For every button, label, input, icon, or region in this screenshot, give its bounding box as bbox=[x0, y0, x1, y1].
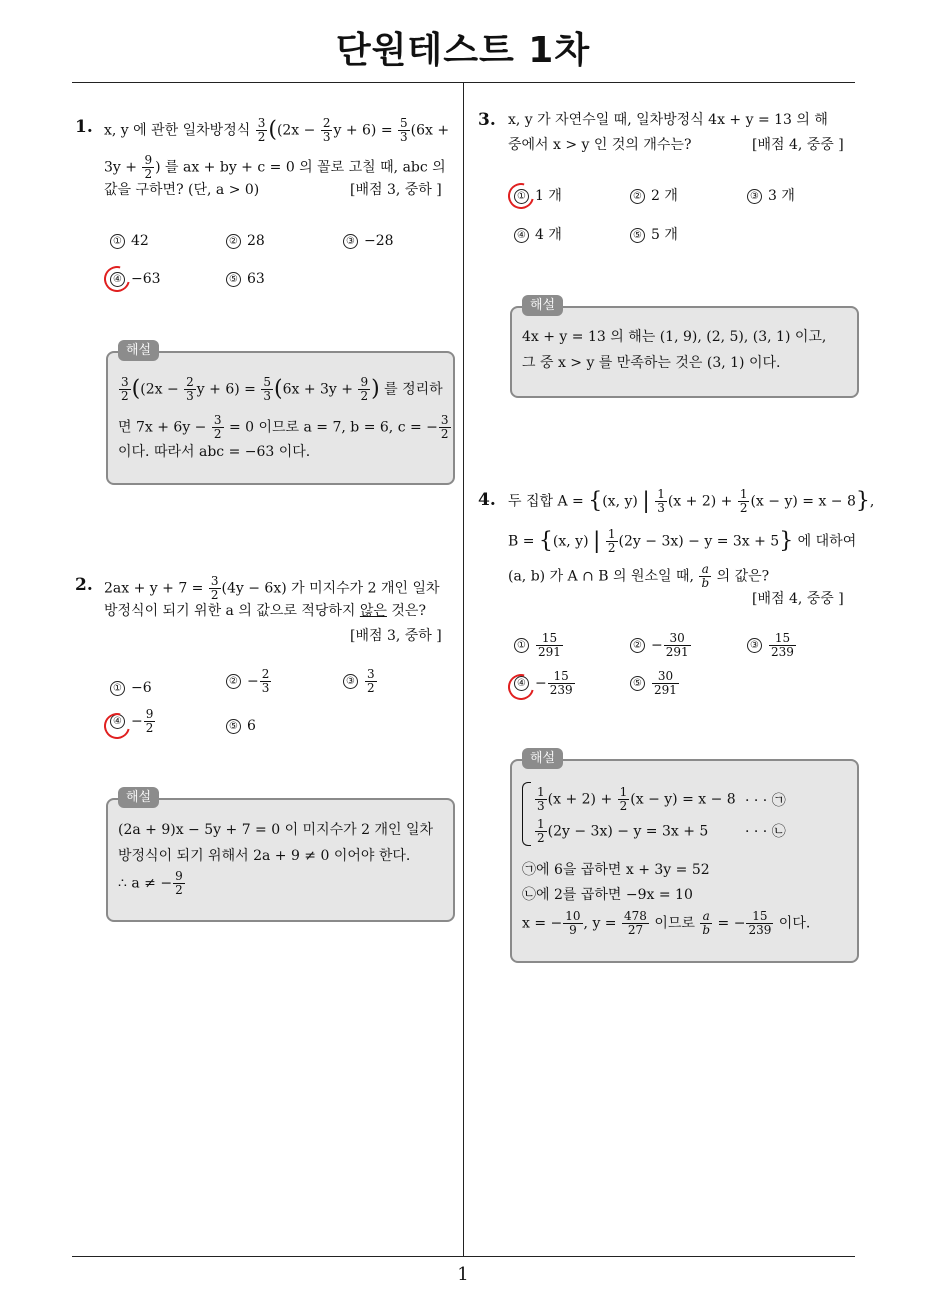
bar: | bbox=[642, 488, 650, 514]
circled-number: ⑤ bbox=[630, 228, 645, 243]
text-segment: (6x + bbox=[410, 122, 450, 139]
fraction bbox=[746, 910, 773, 937]
text-segment: (2y − 3x) − y = 3x + 5 bbox=[547, 823, 709, 840]
solution-line: ㉠에 6을 곱하면 x + 3y = 52 bbox=[522, 862, 710, 878]
fraction bbox=[622, 910, 649, 937]
numerator: 9 bbox=[360, 375, 369, 389]
text-segment: 것은? bbox=[386, 603, 426, 619]
underlined-word: 않은 bbox=[359, 603, 387, 619]
option-4[interactable] bbox=[514, 225, 562, 245]
text-segment: = − bbox=[713, 915, 746, 932]
numerator: 3 bbox=[367, 667, 375, 681]
option-value: 28 bbox=[247, 233, 265, 249]
circled-number: ④ bbox=[514, 676, 529, 691]
option-value: 63 bbox=[247, 271, 265, 287]
problem-text: 두 집합 A = {(x, y) | $\frac{1}{3}$ (x + 2) + $\frac{1}{2}$ (x − y) = x − 8}, bbox=[508, 487, 875, 515]
problem-text: 중에서 x > y 인 것의 개수는? bbox=[508, 137, 692, 153]
option-2[interactable] bbox=[226, 668, 272, 695]
fraction bbox=[535, 818, 547, 845]
solution-line: ㉡에 2를 곱하면 −9x = 10 bbox=[522, 887, 693, 903]
text-segment: (x, y) bbox=[552, 533, 589, 550]
denominator: 2 bbox=[121, 389, 129, 403]
option-3[interactable] bbox=[747, 186, 795, 206]
numerator: 1 bbox=[537, 785, 545, 799]
option-value: −28 bbox=[364, 233, 394, 249]
numerator: 3 bbox=[210, 574, 219, 588]
denominator: 3 bbox=[400, 130, 408, 144]
solution-line: 방정식이 되기 위해서 2a + 9 ≠ 0 이어야 한다. bbox=[118, 848, 411, 864]
circled-number: ① bbox=[514, 189, 529, 204]
fraction bbox=[321, 117, 333, 144]
text-segment: (x − y) = x − 8 bbox=[750, 493, 856, 510]
fraction bbox=[358, 376, 370, 403]
text-segment: 두 집합 A = bbox=[508, 493, 589, 510]
numerator: 2 bbox=[322, 116, 331, 130]
fraction bbox=[144, 708, 156, 735]
brace: } bbox=[779, 528, 794, 554]
denominator: b bbox=[702, 923, 711, 937]
fraction bbox=[119, 376, 131, 403]
option-3[interactable] bbox=[343, 231, 394, 251]
numerator: 10 bbox=[565, 909, 581, 923]
text-segment: 의 값은? bbox=[712, 568, 770, 585]
fraction bbox=[655, 488, 667, 515]
option-1[interactable] bbox=[110, 678, 152, 698]
solution-tag: 해설 bbox=[118, 340, 159, 361]
solution-line: 그 중 x > y 를 만족하는 것은 (3, 1) 이다. bbox=[522, 355, 781, 371]
text-segment: 면 7x + 6y − bbox=[118, 419, 211, 436]
option-value: − bbox=[247, 673, 259, 690]
score-label: [배점 4, 중중 ] bbox=[752, 591, 844, 607]
circled-number: ⑤ bbox=[226, 719, 241, 734]
option-value: − bbox=[535, 675, 547, 692]
numerator: 3 bbox=[121, 375, 129, 389]
fraction bbox=[142, 154, 154, 181]
text-segment: x, y 에 관한 일차방정식 bbox=[104, 122, 251, 139]
numerator: 2 bbox=[261, 667, 270, 681]
fraction bbox=[256, 117, 268, 144]
circled-number: ④ bbox=[110, 714, 125, 729]
text-segment: 이므로 bbox=[649, 915, 700, 932]
numerator: 3 bbox=[440, 413, 449, 427]
solution-line: (2a + 9)x − 5y + 7 = 0 이 미지수가 2 개인 일차 bbox=[118, 822, 434, 838]
circled-number: ② bbox=[226, 234, 241, 249]
denominator: 2 bbox=[619, 799, 628, 813]
circled-number: ① bbox=[514, 638, 529, 653]
text-segment: ) 를 ax + by + c = 0 의 꼴로 고칠 때, abc 의 bbox=[155, 159, 446, 176]
text-segment: y + 6) = bbox=[196, 381, 261, 398]
option-value: 5 개 bbox=[651, 227, 678, 243]
option-value: − bbox=[651, 637, 663, 654]
option-1[interactable] bbox=[110, 231, 149, 251]
numerator: 9 bbox=[144, 153, 153, 167]
numerator: 3 bbox=[213, 413, 222, 427]
solution-line: 4x + y = 13 의 해는 (1, 9), (2, 5), (3, 1) 이고, bbox=[522, 329, 827, 345]
denominator: 2 bbox=[739, 501, 748, 515]
option-1[interactable] bbox=[514, 632, 564, 659]
option-value: −6 bbox=[131, 680, 152, 696]
text-segment: (x, y) bbox=[602, 493, 638, 510]
answer-mark-icon bbox=[503, 178, 539, 214]
circled-number: ③ bbox=[343, 234, 358, 249]
denominator: 27 bbox=[627, 923, 644, 937]
text-segment: (x − y) = x − 8 bbox=[630, 791, 736, 808]
fraction bbox=[365, 668, 377, 695]
numerator: 15 bbox=[548, 670, 575, 684]
option-value: 4 개 bbox=[535, 227, 562, 243]
denominator: 239 bbox=[748, 923, 772, 937]
text-segment: 방정식이 되기 위한 a 의 값으로 적당하지 bbox=[104, 603, 360, 619]
paren: ( bbox=[268, 117, 277, 143]
denominator: 9 bbox=[569, 923, 577, 937]
option-value: − bbox=[131, 713, 143, 730]
option-3[interactable] bbox=[343, 668, 378, 695]
denominator: 291 bbox=[654, 683, 677, 697]
problem-number: 4. bbox=[478, 490, 496, 510]
page-title: 단원테스트 1차 bbox=[335, 30, 591, 71]
numerator: 30 bbox=[652, 670, 679, 684]
circled-number: ② bbox=[226, 674, 241, 689]
text-segment: = 0 이므로 a = 7, b = 6, c = − bbox=[224, 419, 438, 436]
fraction bbox=[184, 376, 196, 403]
fraction bbox=[260, 668, 272, 695]
option-value: 6 bbox=[247, 718, 256, 734]
numerator: 1 bbox=[657, 487, 665, 501]
fraction bbox=[699, 563, 711, 590]
fraction bbox=[209, 575, 221, 602]
option-5[interactable] bbox=[226, 716, 256, 736]
numerator: 478 bbox=[624, 909, 647, 923]
fraction bbox=[212, 414, 224, 441]
text-segment: (2x − bbox=[276, 122, 320, 139]
numerator: 1 bbox=[537, 817, 545, 831]
circled-number: ⑤ bbox=[630, 676, 645, 691]
denominator: 239 bbox=[549, 683, 573, 697]
fraction bbox=[439, 414, 451, 441]
numerator: 30 bbox=[664, 632, 691, 646]
option-2[interactable] bbox=[226, 231, 265, 251]
text-segment: 2ax + y + 7 = bbox=[104, 580, 208, 597]
text-segment: ∴ a ≠ − bbox=[118, 875, 173, 892]
option-value: 2 개 bbox=[651, 188, 678, 204]
denominator: 291 bbox=[665, 645, 689, 659]
option-2[interactable] bbox=[630, 186, 678, 206]
numerator: 2 bbox=[186, 375, 194, 389]
problem-text bbox=[104, 117, 449, 144]
option-5[interactable] bbox=[630, 670, 680, 697]
solution-line bbox=[118, 414, 452, 441]
circled-number: ② bbox=[630, 638, 645, 653]
fraction bbox=[652, 670, 679, 697]
problem-number: 2. bbox=[75, 575, 93, 595]
numerator: a bbox=[699, 563, 711, 577]
text-segment: 3y + bbox=[104, 159, 142, 176]
circled-number: ④ bbox=[110, 272, 125, 287]
denominator: 3 bbox=[261, 681, 270, 695]
denominator: b bbox=[701, 576, 710, 590]
option-3[interactable] bbox=[747, 632, 797, 659]
fraction bbox=[769, 632, 796, 659]
text-segment: , y = bbox=[583, 915, 621, 932]
score-label: [배점 3, 중하 ] bbox=[350, 182, 442, 198]
paren: ( bbox=[273, 376, 283, 402]
option-value: 1 개 bbox=[535, 188, 562, 204]
fraction bbox=[738, 488, 750, 515]
denominator: 3 bbox=[186, 389, 194, 403]
denominator: 2 bbox=[607, 541, 616, 555]
circled-number: ③ bbox=[343, 674, 358, 689]
denominator: 3 bbox=[537, 799, 545, 813]
denominator: 3 bbox=[322, 130, 331, 144]
option-5[interactable] bbox=[630, 225, 678, 245]
text-segment: x = − bbox=[522, 915, 563, 932]
problem-text bbox=[104, 575, 440, 602]
fraction bbox=[606, 528, 618, 555]
numerator: 3 bbox=[257, 116, 266, 130]
numerator: 15 bbox=[536, 632, 563, 646]
text-segment: 를 정리하 bbox=[384, 381, 443, 398]
numerator: 5 bbox=[263, 375, 271, 389]
equation-marker: · · · ㉡ bbox=[745, 824, 786, 840]
solution-box bbox=[510, 306, 859, 398]
solution-tag: 해설 bbox=[118, 787, 159, 808]
denominator: 2 bbox=[144, 167, 153, 181]
denominator: 3 bbox=[657, 501, 665, 515]
fraction bbox=[700, 910, 712, 937]
option-value: 3 개 bbox=[768, 188, 795, 204]
numerator: 15 bbox=[769, 632, 796, 646]
text-segment: (a, b) 가 A ∩ B 의 원소일 때, bbox=[508, 568, 699, 585]
problem-number: 1. bbox=[75, 117, 93, 137]
text-segment: (x + 2) + bbox=[547, 791, 617, 808]
problem-text bbox=[508, 563, 769, 590]
problem-text: 값을 구하면? (단, a > 0) bbox=[104, 182, 260, 198]
text-segment: (2y − 3x) − y = 3x + 5 bbox=[618, 533, 780, 550]
fraction bbox=[536, 632, 563, 659]
option-value: −63 bbox=[131, 271, 161, 287]
solution-line bbox=[118, 870, 186, 897]
denominator: 291 bbox=[538, 645, 561, 659]
equation-system-brace bbox=[522, 782, 531, 846]
denominator: 2 bbox=[213, 427, 222, 441]
circled-number: ⑤ bbox=[226, 272, 241, 287]
page-number: 1 bbox=[457, 1264, 469, 1285]
bottom-rule bbox=[72, 1256, 855, 1257]
numerator: 5 bbox=[400, 116, 408, 130]
fraction bbox=[261, 376, 273, 403]
score-label: [배점 3, 중하 ] bbox=[350, 628, 442, 644]
solution-line: 이다. 따라서 abc = −63 이다. bbox=[118, 444, 311, 460]
circled-number: ① bbox=[110, 234, 125, 249]
fraction bbox=[173, 870, 185, 897]
numerator: 15 bbox=[746, 910, 773, 924]
numerator: 1 bbox=[739, 487, 748, 501]
problem-text bbox=[104, 601, 426, 621]
paren: ) bbox=[371, 376, 380, 402]
solution-line bbox=[534, 818, 708, 845]
option-value: 42 bbox=[131, 233, 149, 249]
denominator: 2 bbox=[210, 588, 219, 602]
solution-line bbox=[522, 910, 810, 937]
problem-text: x, y 가 자연수일 때, 일차방정식 4x + y = 13 의 해 bbox=[508, 112, 828, 128]
option-2[interactable] bbox=[630, 632, 692, 659]
denominator: 2 bbox=[145, 721, 154, 735]
equation-marker: · · · ㉠ bbox=[745, 793, 786, 809]
brace: { bbox=[538, 528, 553, 554]
solution-line: $\frac{3}{2}$ ((2x − $\frac{2}{3}$ y + 6) = $\frac{5}{3}$ (6x + 3y + $\frac{9}{2}$ ) 를 정리하 bbox=[121, 375, 443, 403]
fraction bbox=[398, 117, 410, 144]
circled-number: ③ bbox=[747, 189, 762, 204]
text-segment: 에 대하여 bbox=[793, 533, 857, 550]
denominator: 3 bbox=[263, 389, 271, 403]
circled-number: ④ bbox=[514, 228, 529, 243]
denominator: 2 bbox=[367, 681, 375, 695]
numerator: a bbox=[700, 910, 712, 924]
numerator: 1 bbox=[607, 527, 616, 541]
solution-tag: 해설 bbox=[522, 748, 563, 769]
paren: ( bbox=[131, 376, 141, 402]
denominator: 2 bbox=[360, 389, 369, 403]
text-segment: y + 6) = bbox=[333, 122, 398, 139]
numerator: 9 bbox=[145, 707, 154, 721]
denominator: 2 bbox=[440, 427, 449, 441]
circled-number: ① bbox=[110, 681, 125, 696]
problem-number: 3. bbox=[478, 110, 496, 130]
option-5[interactable] bbox=[226, 269, 265, 289]
solution-line bbox=[534, 786, 736, 813]
fraction bbox=[618, 786, 630, 813]
denominator: 2 bbox=[537, 831, 545, 845]
brace: } bbox=[855, 488, 870, 514]
score-label: [배점 4, 중중 ] bbox=[752, 137, 844, 153]
text-segment: B = bbox=[508, 533, 539, 550]
brace: { bbox=[588, 488, 603, 514]
problem-text bbox=[508, 528, 856, 555]
text-segment: (4y − 6x) 가 미지수가 2 개인 일차 bbox=[221, 580, 440, 597]
denominator: 2 bbox=[257, 130, 266, 144]
fraction bbox=[548, 670, 575, 697]
answer-mark-icon bbox=[99, 261, 135, 297]
bar: | bbox=[593, 528, 601, 554]
numerator: 1 bbox=[619, 785, 628, 799]
fraction bbox=[664, 632, 691, 659]
text-segment: (2x − bbox=[140, 381, 184, 398]
problem-text bbox=[104, 154, 446, 181]
text-segment: 이다. bbox=[774, 915, 811, 932]
numerator: 9 bbox=[175, 869, 183, 883]
denominator: 2 bbox=[175, 883, 183, 897]
solution-tag: 해설 bbox=[522, 295, 563, 316]
denominator: 239 bbox=[771, 645, 794, 659]
fraction bbox=[563, 910, 582, 937]
fraction bbox=[535, 786, 547, 813]
text-segment: (x + 2) + bbox=[667, 493, 737, 510]
circled-number: ③ bbox=[747, 638, 762, 653]
circled-number: ② bbox=[630, 189, 645, 204]
column-divider bbox=[463, 83, 464, 1257]
